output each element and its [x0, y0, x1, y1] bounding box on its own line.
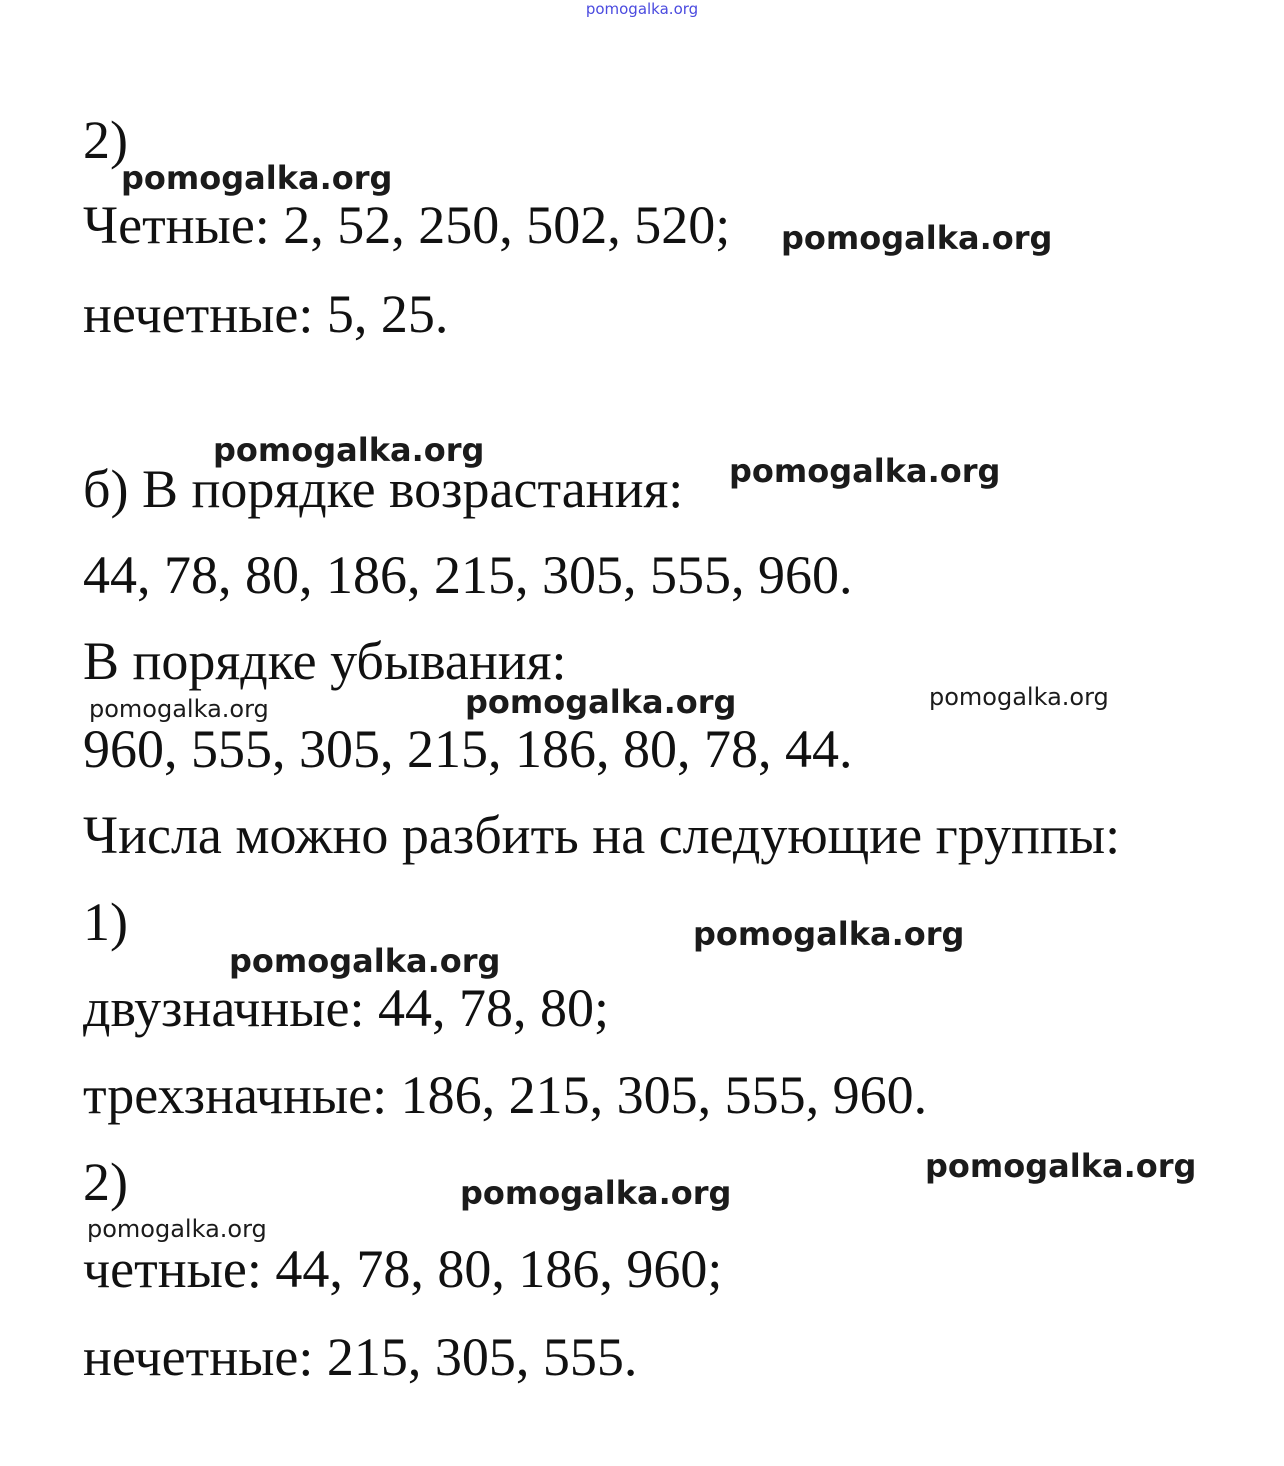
watermark: pomogalka.org [89, 695, 269, 723]
item-2-label: 2) [83, 110, 128, 170]
watermark: pomogalka.org [781, 219, 1053, 257]
odd-group-line: нечетные: 215, 305, 555. [83, 1327, 638, 1387]
three-digit-numbers-line: трехзначные: 186, 215, 305, 555, 960. [83, 1065, 928, 1125]
descending-order-heading: В порядке убывания: [83, 631, 567, 691]
watermark: pomogalka.org [121, 159, 393, 197]
group-2-label: 2) [83, 1152, 128, 1212]
watermark: pomogalka.org [465, 683, 737, 721]
watermark: pomogalka.org [229, 942, 501, 980]
watermark: pomogalka.org [693, 915, 965, 953]
even-numbers-line: Четные: 2, 52, 250, 502, 520; [83, 195, 731, 255]
even-group-line: четные: 44, 78, 80, 186, 960; [83, 1239, 723, 1299]
watermark: pomogalka.org [87, 1215, 267, 1243]
ascending-order-values: 44, 78, 80, 186, 215, 305, 555, 960. [83, 545, 853, 605]
group-1-label: 1) [83, 892, 128, 952]
watermark: pomogalka.org [213, 431, 485, 469]
two-digit-numbers-line: двузначные: 44, 78, 80; [83, 978, 609, 1038]
odd-numbers-line: нечетные: 5, 25. [83, 284, 449, 344]
watermark: pomogalka.org [929, 683, 1109, 711]
descending-order-values: 960, 555, 305, 215, 186, 80, 78, 44. [83, 719, 853, 779]
section-b-heading: б) В порядке возрастания: [83, 459, 684, 519]
top-watermark: pomogalka.org [585, 0, 699, 18]
watermark: pomogalka.org [729, 452, 1001, 490]
watermark: pomogalka.org [460, 1174, 732, 1212]
groups-intro: Числа можно разбить на следующие группы: [83, 805, 1121, 865]
watermark: pomogalka.org [925, 1147, 1197, 1185]
